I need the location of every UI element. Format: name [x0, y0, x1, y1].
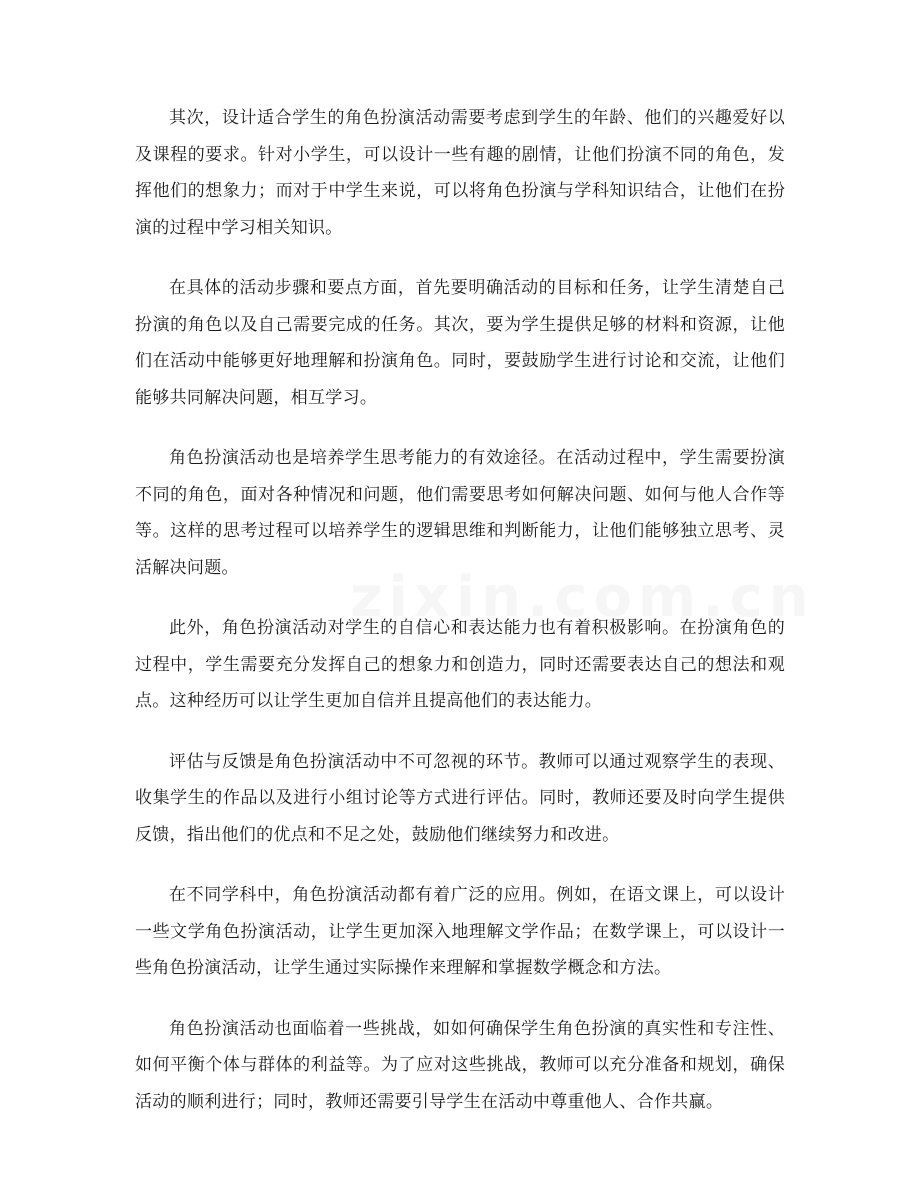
paragraph-1: 其次，设计适合学生的角色扮演活动需要考虑到学生的年龄、他们的兴趣爱好以及课程的要求。针对小学生，可以设计一些有趣的剧情，让他们扮演不同的角色，发挥他们的想象力；而对于中学生来说，可以将角色扮演与学科知识结合，让他们在扮演的过程中学习相关知识。: [135, 108, 785, 238]
paragraph-2: 在具体的活动步骤和要点方面，首先要明确活动的目标和任务，让学生清楚自己扮演的角色以及自己需要完成的任务。其次，要为学生提供足够的材料和资源，让他们在活动中能够更好地理解和扮演角色。同时，要鼓励学生进行讨论和交流，让他们能够共同解决问题，相互学习。: [135, 278, 785, 408]
paragraph-6: 在不同学科中，角色扮演活动都有着广泛的应用。例如，在语文课上，可以设计一些文学角色扮演活动，让学生更加深入地理解文学作品；在数学课上，可以设计一些角色扮演活动，让学生通过实际操作来理解和掌握数学概念和方法。: [135, 885, 785, 978]
paragraph-3: 角色扮演活动也是培养学生思考能力的有效途径。在活动过程中，学生需要扮演不同的角色，面对各种情况和问题，他们需要思考如何解决问题、如何与他人合作等等。这样的思考过程可以培养学生的逻辑思维和判断能力，让他们能够独立思考、灵活解决问题。: [135, 448, 785, 578]
paragraph-5: 评估与反馈是角色扮演活动中不可忽视的环节。教师可以通过观察学生的表现、收集学生的作品以及进行小组讨论等方式进行评估。同时，教师还要及时向学生提供反馈，指出他们的优点和不足之处，鼓励他们继续努力和改进。: [135, 751, 785, 845]
paragraph-7: 角色扮演活动也面临着一些挑战，如如何确保学生角色扮演的真实性和专注性、如何平衡个体与群体的利益等。为了应对这些挑战，教师可以充分准备和规划，确保活动的顺利进行；同时，教师还需要引导学生在活动中尊重他人、合作共赢。: [135, 1018, 785, 1112]
document-body: [135, 100, 785, 1144]
paragraph-4: 此外，角色扮演活动对学生的自信心和表达能力也有着积极影响。在扮演角色的过程中，学生需要充分发挥自己的想象力和创造力，同时还需要表达自己的想法和观点。这种经历可以让学生更加自信并且提高他们的表达能力。: [135, 618, 785, 711]
